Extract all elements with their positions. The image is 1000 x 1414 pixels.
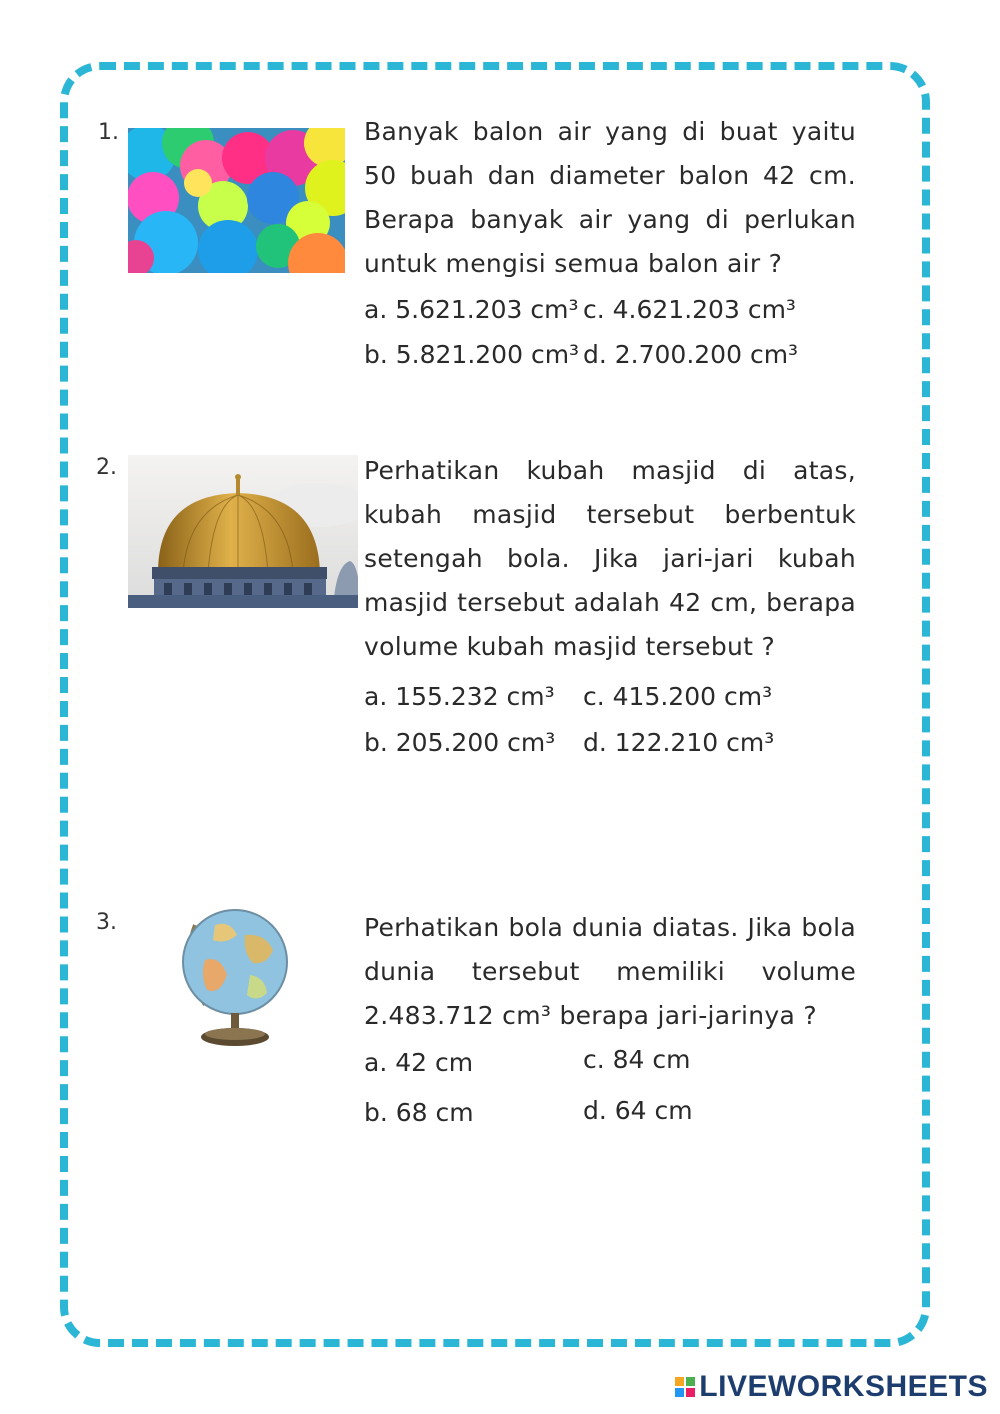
- globe-image: [175, 905, 295, 1050]
- logo-blocks-icon: [675, 1377, 695, 1397]
- brand-text: LIVEWORKSHEETS: [699, 1370, 988, 1403]
- question-1-option-b[interactable]: b. 5.821.200 cm³: [364, 340, 580, 369]
- question-2-option-b[interactable]: b. 205.200 cm³: [364, 728, 556, 757]
- question-2-text: Perhatikan kubah masjid di atas, kubah masjid tersebut berbentuk setengah bola. Jika jari-jari kubah masjid tersebut adalah 42 cm, berapa volume kubah masjid tersebut ?: [364, 456, 856, 661]
- question-3-option-d[interactable]: d. 64 cm: [583, 1096, 693, 1125]
- liveworksheets-logo: [675, 1370, 988, 1404]
- balloons-image: [128, 128, 345, 273]
- question-3-option-b[interactable]: b. 68 cm: [364, 1098, 474, 1127]
- question-3-number: 3.: [96, 910, 117, 935]
- question-2-option-c[interactable]: c. 415.200 cm³: [583, 682, 773, 711]
- question-1-option-c[interactable]: c. 4.621.203 cm³: [583, 295, 796, 324]
- question-2-option-d[interactable]: d. 122.210 cm³: [583, 728, 775, 757]
- question-1-option-a[interactable]: a. 5.621.203 cm³: [364, 295, 579, 324]
- question-2-number: 2.: [96, 455, 117, 480]
- question-1-option-d[interactable]: d. 2.700.200 cm³: [583, 340, 799, 369]
- question-1-number: 1.: [98, 120, 119, 145]
- question-1-text: Banyak balon air yang di buat yaitu 50 buah dan diameter balon 42 cm. Berapa banyak air yang di perlukan untuk mengisi semua balon air ?: [364, 117, 856, 278]
- question-2-option-a[interactable]: a. 155.232 cm³: [364, 682, 555, 711]
- mosque-dome-image: [128, 455, 358, 608]
- question-3-text: Perhatikan bola dunia diatas. Jika bola dunia tersebut memiliki volume 2.483.712 cm³ berapa jari-jarinya ?: [364, 913, 856, 1030]
- question-3-option-c[interactable]: c. 84 cm: [583, 1045, 691, 1074]
- question-3-option-a[interactable]: a. 42 cm: [364, 1048, 474, 1077]
